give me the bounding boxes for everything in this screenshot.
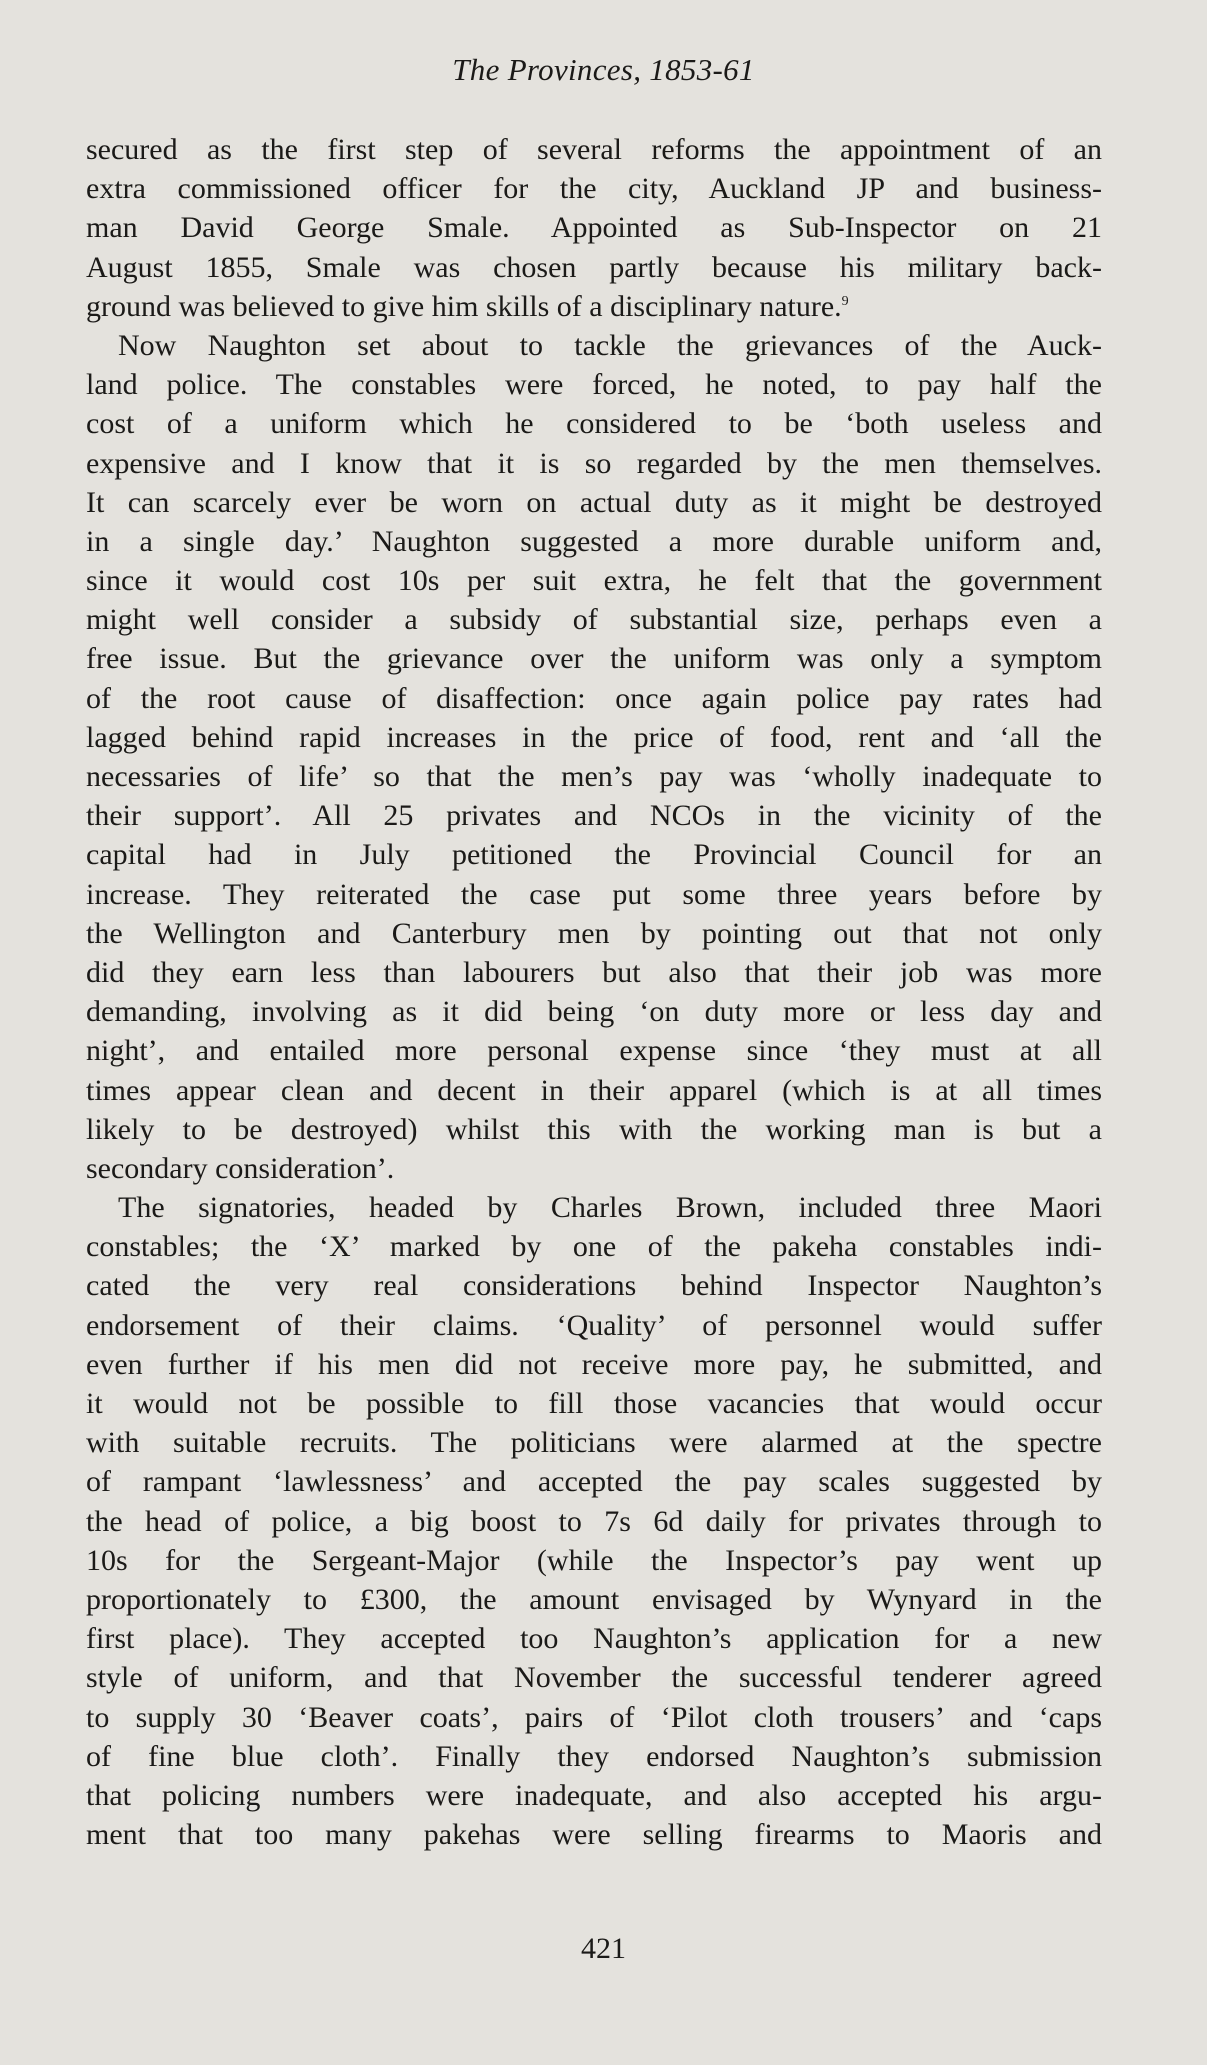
text-line: of the root cause of disaffection: once again police pay rates had (86, 681, 1102, 715)
text-line: land police. The constables were forced, he noted, to pay half the (86, 368, 1102, 402)
text-line: the head of police, a big boost to 7s 6d daily for privates through to (86, 1504, 1102, 1538)
text-line: August 1855, Smale was chosen partly because his military back- (86, 250, 1102, 284)
text-line: 10s for the Sergeant-Major (while the Inspector’s pay went up (86, 1543, 1102, 1577)
paragraph-3 (86, 1188, 1102, 1854)
text-line: of fine blue cloth’. Finally they endorsed Naughton’s submission (86, 1739, 1102, 1773)
text-line: secured as the first step of several reforms the appointment of an (86, 133, 1102, 166)
page-number: 421 (581, 1932, 626, 1965)
text-line: secondary consideration’. (86, 1151, 395, 1185)
text-line: free issue. But the grievance over the uniform was only a symptom (86, 642, 1102, 676)
footnote-marker: 9 (841, 293, 849, 309)
text-line: ment that too many pakehas were selling firearms to Maoris and (86, 1818, 1102, 1852)
text-line: The signatories, headed by Charles Brown, included three Maori (118, 1191, 1102, 1225)
text-line: Now Naughton set about to tackle the grievances of the Auck- (118, 328, 1102, 362)
text-line: expensive and I know that it is so regarded by the men themselves. (86, 446, 1102, 480)
text-line: necessaries of life’ so that the men’s pay was ‘wholly inadequate to (86, 760, 1102, 793)
running-head: The Provinces, 1853-61 (452, 52, 755, 87)
text-line: with suitable recruits. The politicians were alarmed at the spectre (86, 1426, 1102, 1460)
text-line: increase. They reiterated the case put some three years before by (86, 877, 1102, 911)
text-line: even further if his men did not receive more pay, he submitted, and (86, 1347, 1102, 1381)
text-line: cated the very real considerations behind Inspector Naughton’s (86, 1269, 1102, 1303)
text-line-content: ground was believed to give him skills of a disciplinary nature. (86, 289, 842, 323)
text-line: of rampant ‘lawlessness’ and accepted the pay scales suggested by (86, 1465, 1102, 1499)
text-line: in a single day.’ Naughton suggested a more durable uniform and, (86, 524, 1102, 558)
text-line: endorsement of their claims. ‘Quality’ of personnel would suffer (86, 1308, 1102, 1342)
text-line: times appear clean and decent in their apparel (which is at all times (86, 1073, 1102, 1107)
text-line: capital had in July petitioned the Provincial Council for an (86, 838, 1102, 872)
text-line: likely to be destroyed) whilst this with the working man is but a (86, 1112, 1102, 1146)
text-line: their support’. All 25 privates and NCOs in the vicinity of the (86, 799, 1102, 833)
text-line: to supply 30 ‘Beaver coats’, pairs of ‘Pilot cloth trousers’ and ‘caps (86, 1700, 1102, 1734)
text-line: cost of a uniform which he considered to be ‘both useless and (86, 407, 1102, 441)
text-line: it would not be possible to fill those vacancies that would occur (86, 1387, 1102, 1420)
text-line: night’, and entailed more personal expense since ‘they must at all (86, 1034, 1102, 1068)
text-line (86, 287, 1102, 326)
text-line: extra commissioned officer for the city, Auckland JP and business- (86, 172, 1102, 206)
text-line: It can scarcely ever be worn on actual duty as it might be destroyed (86, 485, 1102, 519)
text-line: man David George Smale. Appointed as Sub-Inspector on 21 (86, 211, 1102, 245)
text-line: the Wellington and Canterbury men by pointing out that not only (86, 916, 1102, 950)
text-line: did they earn less than labourers but also that their job was more (86, 955, 1102, 989)
text-line: proportionately to £300, the amount envisaged by Wynyard in the (86, 1582, 1102, 1616)
text-line: since it would cost 10s per suit extra, he felt that the government (86, 564, 1102, 598)
text-line: constables; the ‘X’ marked by one of the pakeha constables indi- (86, 1230, 1102, 1264)
paragraph-2 (86, 326, 1102, 1188)
text-line: lagged behind rapid increases in the price of food, rent and ‘all the (86, 720, 1102, 754)
text-line: demanding, involving as it did being ‘on duty more or less day and (86, 995, 1102, 1029)
paragraph-1 (86, 130, 1102, 326)
text-line: style of uniform, and that November the successful tenderer agreed (86, 1661, 1102, 1695)
body-text (86, 130, 1102, 1854)
text-line: might well consider a subsidy of substantial size, perhaps even a (86, 603, 1102, 637)
text-line: first place). They accepted too Naughton’s application for a new (86, 1622, 1102, 1656)
text-line: that policing numbers were inadequate, and also accepted his argu- (86, 1778, 1102, 1812)
